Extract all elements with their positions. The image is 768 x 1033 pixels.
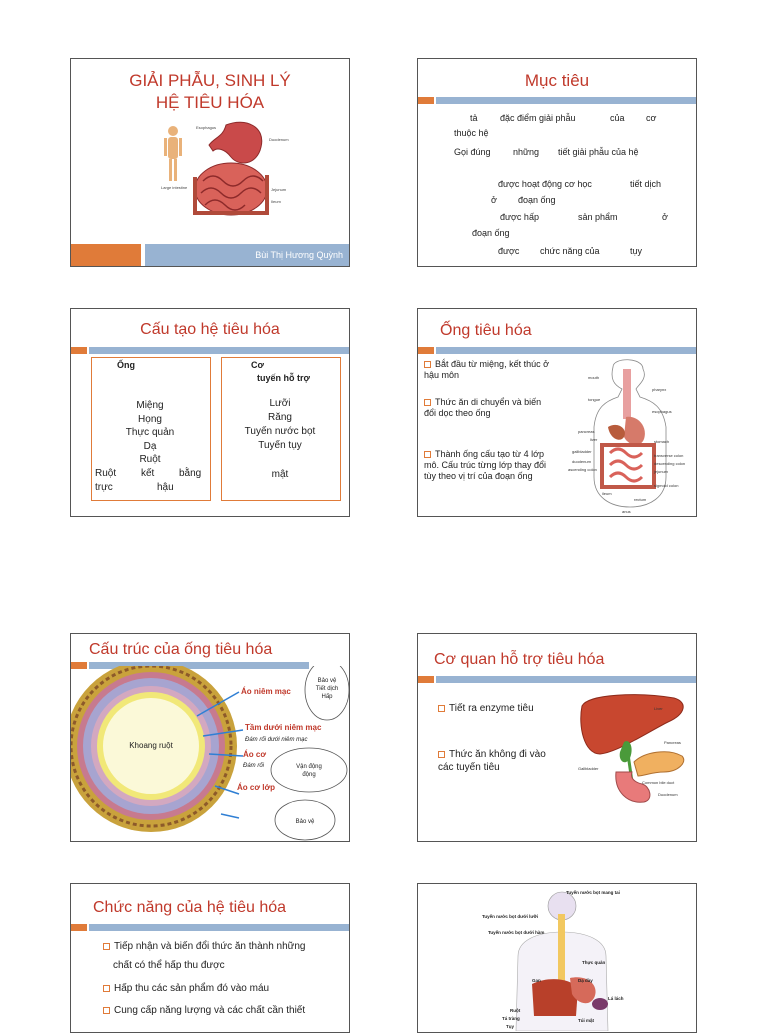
slide-2-accent (418, 97, 434, 104)
accessory-heading: Cơ (251, 360, 264, 370)
tube-item: Miệng (136, 400, 164, 411)
slide-1-author: Bùi Thị Hương Quỳnh (255, 250, 343, 260)
img-label: Gallbladder (578, 766, 599, 771)
slide-6-title: Cơ quan hỗ trợ tiêu hóa (434, 651, 605, 668)
img-label: Pancreas (664, 740, 681, 745)
slide-2-title: Mục tiêu (524, 71, 590, 90)
slide-7[interactable] (70, 883, 350, 1033)
img-label: Tuyến nước bọt dưới hàm (488, 930, 545, 935)
accessory-heading: tuyến hỗ trợ (257, 373, 310, 383)
tube-item: Ruột (95, 468, 117, 479)
bubble-text: Vận động (296, 764, 322, 770)
slide-1-footer-accent (71, 244, 141, 266)
img-label: Dạ dày (578, 978, 593, 983)
img-label: Tuyến nước bọt dưới lưỡi (482, 914, 539, 919)
objective-text: được hoạt động cơ học (498, 179, 592, 189)
objective-text: đoạn ống (472, 228, 510, 238)
img-label: Gan (532, 978, 541, 983)
img-label: Tụy (506, 1024, 515, 1029)
accessory-item: Lưỡi (269, 398, 291, 409)
slide-3-accent (71, 347, 87, 354)
slide-1[interactable] (70, 58, 350, 267)
tube-item: Dạ (143, 441, 157, 452)
accessory-item: mật (271, 469, 289, 480)
objective-text: những (513, 147, 540, 157)
objective-text: thuộc hệ (454, 128, 489, 138)
img-label: jejunum (654, 469, 669, 474)
accessory-item: Tuyến tụy (258, 440, 302, 451)
digestive-tract-diagram (568, 357, 693, 517)
digestive-anatomy-illustration (458, 886, 658, 1031)
tube-item: trực (95, 482, 113, 493)
bubble-text: Tiết dịch (315, 686, 339, 692)
slide-4-title: Ống tiêu hóa (440, 322, 532, 339)
img-label: rectum (634, 497, 647, 502)
objective-text: ở (491, 195, 497, 205)
accessory-item: Tuyến nước bọt (244, 426, 316, 437)
img-label: Ruột (510, 1008, 521, 1013)
img-label: Liver (654, 706, 663, 711)
slide-4[interactable] (417, 308, 697, 517)
objective-text: được hấp (500, 212, 539, 222)
slide-3-title: Cấu tạo hệ tiêu hóa (140, 321, 280, 338)
objective-text: Gọi đúng (454, 147, 491, 157)
slide-1-title-line2: HỆ TIÊU HÓA (155, 93, 265, 112)
objective-text: được (498, 246, 520, 256)
objective-text: cơ (646, 113, 657, 123)
tube-item: kết (141, 468, 155, 479)
tube-item: Họng (138, 414, 162, 425)
liver-pancreas-illustration (578, 692, 690, 812)
layer-label-submucosa: Tầm dưới niêm mạc (245, 723, 322, 732)
objective-text: đặc điểm giải phẫu (500, 113, 576, 123)
bullet-item: Hấp thu các sản phẩm đó vào máu (103, 982, 269, 995)
layer-label-muscularis: Áo cơ (243, 750, 267, 759)
bullet-item: Thức ăn di chuyển và biến đổi dọc theo ống (424, 397, 542, 418)
slide-6[interactable] (417, 633, 697, 842)
bubble-text: Hấp (321, 694, 333, 700)
slide-3[interactable] (70, 308, 350, 517)
slide-2[interactable] (417, 58, 697, 267)
bullet-item: Bắt đầu từ miệng, kết thúc ở hậu môn (424, 359, 549, 380)
objective-text: sản phẩm (578, 212, 618, 222)
img-label: Common bile duct (642, 780, 675, 785)
bullet-item: Cung cấp năng lượng và các chất cần thiết (103, 1004, 305, 1017)
objective-text: chức năng của (540, 246, 600, 256)
bullet-item: Tiếp nhận và biến đổi thức ăn thành những (103, 940, 306, 953)
slide-5[interactable] (70, 633, 350, 842)
objective-text: tiết dịch (630, 179, 662, 189)
slide-4-band (436, 347, 697, 354)
bullet-item: Thức ăn không đi vào các tuyến tiêu (438, 749, 546, 773)
accessory-item: Răng (268, 412, 292, 423)
objective-text: của (610, 113, 625, 123)
img-label: ascending colon (568, 467, 597, 472)
objective-text: tụy (630, 246, 643, 256)
img-label: mouth (588, 375, 600, 380)
layer-label-mucosa: Áo niêm mạc (241, 687, 291, 696)
img-label: esophagus (652, 409, 672, 414)
slide-5-title: Cấu trúc của ống tiêu hóa (89, 641, 273, 658)
slide-1-title-line1: GIẢI PHẪU, SINH LÝ (129, 71, 291, 90)
objective-text: tiết giải phẫu của hệ (558, 147, 639, 157)
img-label-duodenum: Duodenum (269, 137, 289, 142)
img-label-ileum: Ileum (271, 199, 281, 204)
tube-item: Thực quản (125, 427, 175, 438)
img-label: Duodenum (658, 792, 678, 797)
tube-item: bằng (179, 468, 202, 479)
img-label-esophagus: Esophagus (196, 125, 217, 130)
img-label: stomach (654, 439, 670, 444)
slide-7-accent (71, 924, 87, 931)
objective-text: ở (662, 212, 668, 222)
img-label: sigmoid colon (654, 483, 679, 488)
img-label: duodenum (572, 459, 591, 464)
tract-cross-section (71, 666, 350, 841)
bullet-continuation: chất có thể hấp thu được (113, 960, 225, 971)
img-label: Thực quản (582, 960, 606, 965)
img-label: pharynx (652, 387, 667, 392)
img-label: Lá lách (608, 996, 624, 1001)
slide-2-band (436, 97, 697, 104)
objective-text: đoạn ống (518, 195, 556, 205)
img-label-jejunum: Jejunum (271, 187, 287, 192)
bullet-item: Tiết ra enzyme tiêu (438, 702, 578, 715)
img-label: tongue (588, 397, 601, 402)
bubble-text: động (302, 772, 316, 778)
slide-7-title: Chức năng của hệ tiêu hóa (93, 899, 287, 916)
img-label: ileum (602, 491, 612, 496)
lumen-label: Khoang ruột (129, 741, 173, 750)
tube-item: hậu (157, 482, 174, 493)
layer-label-submucosal-plexus: Đám rối dưới niêm mạc (245, 737, 308, 743)
layer-label-serosa: Áo cơ lớp (237, 783, 276, 792)
slide-7-band (89, 924, 350, 931)
bullet-item: Thành ống cấu tạo từ 4 lớp mô. Cấu trúc từng lớp thay đổi tùy theo vị trí của đoạn ống (424, 449, 546, 481)
slide-3-band (89, 347, 350, 354)
img-label: Tá tràng (502, 1016, 520, 1021)
img-label-large-intestine: Large intestine (161, 185, 188, 190)
img-label: pancreas (578, 429, 595, 434)
img-label: transverse colon (654, 453, 684, 458)
digestive-system-illustration (151, 117, 311, 227)
slide-8[interactable] (417, 883, 697, 1033)
tube-heading: Ống (117, 360, 135, 370)
img-label: anus (622, 509, 631, 514)
bubble-text: Bảo vệ (295, 819, 315, 825)
objective-text: tả (470, 113, 478, 123)
slide-6-accent (418, 676, 434, 683)
slide-6-band (436, 676, 697, 683)
slide-4-accent (418, 347, 434, 354)
tube-item: Ruột (139, 454, 161, 465)
img-label: liver (590, 437, 598, 442)
img-label: Túi mật (578, 1018, 595, 1023)
layer-label-plexus: Đám rối (243, 763, 265, 769)
img-label: Tuyến nước bọt mang tai (566, 890, 620, 895)
img-label: descending colon (654, 461, 686, 466)
bubble-text: Bảo vệ (317, 678, 337, 684)
img-label: gallbladder (572, 449, 592, 454)
